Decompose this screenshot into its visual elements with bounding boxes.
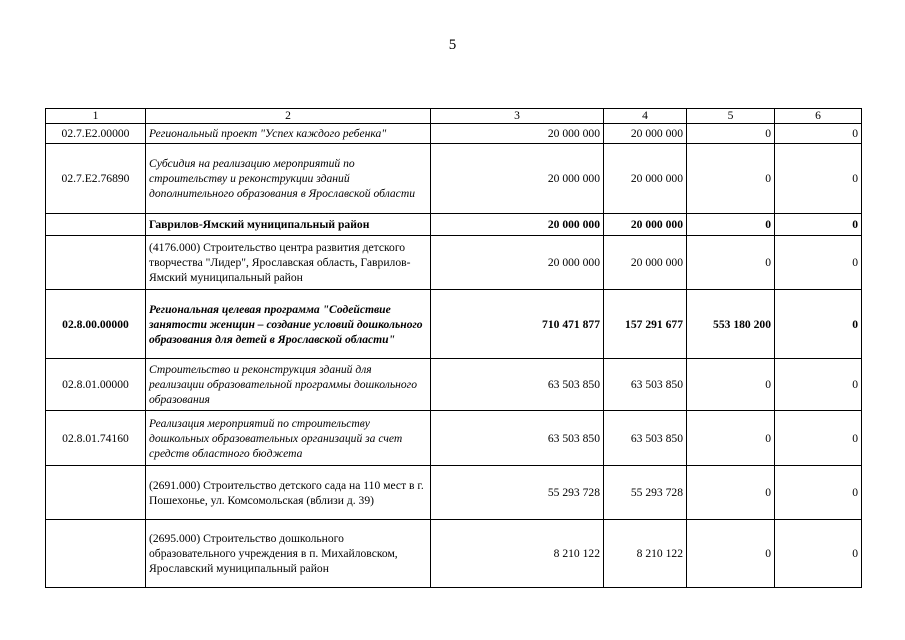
table-row (46, 124, 862, 144)
value-cell: 20 000 000 (431, 124, 604, 144)
value-cell: 0 (775, 214, 862, 236)
value-cell: 20 000 000 (604, 124, 687, 144)
header-cell: 4 (604, 109, 687, 124)
value-cell: 0 (687, 411, 775, 466)
code-cell (46, 214, 146, 236)
value-cell: 63 503 850 (604, 359, 687, 411)
value-cell: 0 (775, 411, 862, 466)
value-cell: 20 000 000 (431, 214, 604, 236)
header-cell: 6 (775, 109, 862, 124)
value-cell: 8 210 122 (431, 520, 604, 588)
name-cell: Реализация мероприятий по строительству дошкольных образовательных организаций за счет средств областного бюджета (146, 411, 431, 466)
value-cell: 55 293 728 (604, 466, 687, 520)
table-row (46, 466, 862, 520)
value-cell: 63 503 850 (604, 411, 687, 466)
header-cell: 5 (687, 109, 775, 124)
header-cell: 3 (431, 109, 604, 124)
code-cell: 02.8.00.00000 (46, 290, 146, 359)
code-cell: 02.7.E2.00000 (46, 124, 146, 144)
table-row (46, 520, 862, 588)
value-cell: 0 (775, 520, 862, 588)
name-cell: Гаврилов-Ямский муниципальный район (146, 214, 431, 236)
value-cell: 553 180 200 (687, 290, 775, 359)
table-row (46, 214, 862, 236)
code-cell: 02.8.01.00000 (46, 359, 146, 411)
code-cell (46, 466, 146, 520)
header-cell: 2 (146, 109, 431, 124)
code-cell: 02.7.E2.76890 (46, 144, 146, 214)
name-cell: Субсидия на реализацию мероприятий по строительству и реконструкции зданий дополнительного образования в Ярославской области (146, 144, 431, 214)
name-cell: (2695.000) Строительство дошкольного образовательного учреждения в п. Михайловском, Ярославский муниципальный район (146, 520, 431, 588)
table-row (46, 236, 862, 290)
value-cell: 20 000 000 (604, 144, 687, 214)
header-cell: 1 (46, 109, 146, 124)
value-cell: 0 (687, 236, 775, 290)
name-cell: Строительство и реконструкция зданий для реализации образовательной программы дошкольного образования (146, 359, 431, 411)
budget-table (45, 108, 862, 588)
value-cell: 0 (775, 236, 862, 290)
table-row (46, 411, 862, 466)
name-cell: Региональный проект "Успех каждого ребенка" (146, 124, 431, 144)
table-body (46, 124, 862, 588)
code-cell (46, 520, 146, 588)
value-cell: 63 503 850 (431, 411, 604, 466)
value-cell: 0 (687, 144, 775, 214)
name-cell: (2691.000) Строительство детского сада на 110 мест в г. Пошехонье, ул. Комсомольская (вблизи д. 39) (146, 466, 431, 520)
value-cell: 20 000 000 (604, 214, 687, 236)
name-cell: (4176.000) Строительство центра развития детского творчества "Лидер", Ярославская область, Гаврилов-Ямский муниципальный район (146, 236, 431, 290)
value-cell: 0 (687, 124, 775, 144)
value-cell: 20 000 000 (431, 144, 604, 214)
value-cell: 8 210 122 (604, 520, 687, 588)
value-cell: 0 (687, 214, 775, 236)
value-cell: 0 (775, 124, 862, 144)
table-row (46, 290, 862, 359)
value-cell: 20 000 000 (431, 236, 604, 290)
code-cell: 02.8.01.74160 (46, 411, 146, 466)
header-row (46, 109, 862, 124)
value-cell: 0 (775, 290, 862, 359)
code-cell (46, 236, 146, 290)
page-number: 5 (448, 37, 457, 53)
value-cell: 0 (687, 359, 775, 411)
value-cell: 0 (687, 520, 775, 588)
name-cell: Региональная целевая программа "Содействие занятости женщин – создание условий дошкольного образования для детей в Ярославской области" (146, 290, 431, 359)
value-cell: 0 (775, 466, 862, 520)
value-cell: 20 000 000 (604, 236, 687, 290)
value-cell: 0 (775, 359, 862, 411)
value-cell: 157 291 677 (604, 290, 687, 359)
value-cell: 0 (687, 466, 775, 520)
table-row (46, 144, 862, 214)
value-cell: 55 293 728 (431, 466, 604, 520)
value-cell: 63 503 850 (431, 359, 604, 411)
value-cell: 0 (775, 144, 862, 214)
value-cell: 710 471 877 (431, 290, 604, 359)
table-row (46, 359, 862, 411)
